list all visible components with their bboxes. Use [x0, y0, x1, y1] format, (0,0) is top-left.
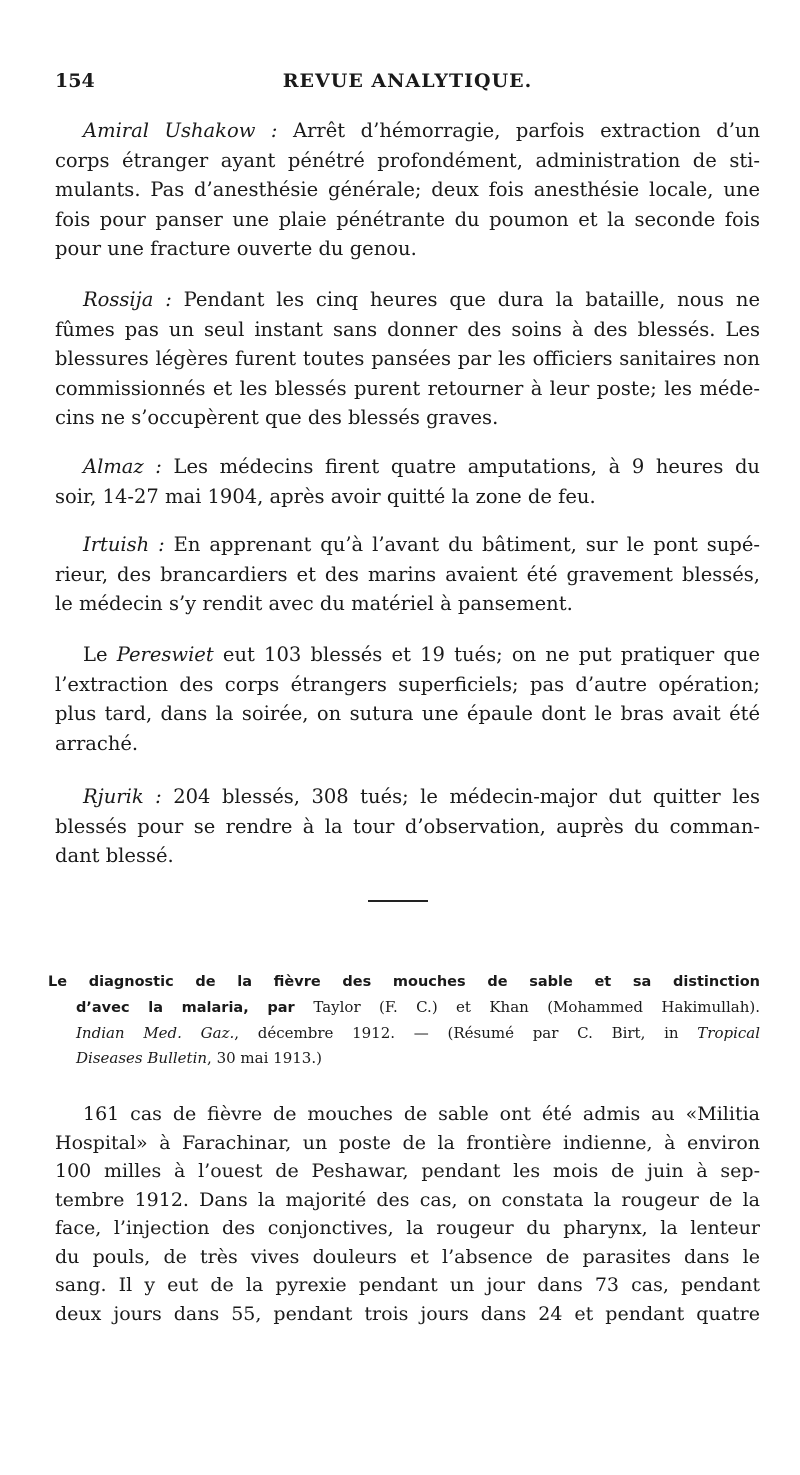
reference-journal: Indian Med. Gaz.: [76, 1024, 235, 1042]
reference-journal-2: Tropical: [697, 1024, 761, 1042]
section-divider: [368, 900, 428, 902]
text-line: Hospital» à Farachinar, un poste de la frontière indienne, à environ: [55, 1131, 760, 1154]
text-line: pour une fracture ouverte du genou.: [55, 237, 417, 260]
text-line: plus tard, dans la soirée, on sutura une épaule dont le bras avait été: [55, 702, 760, 725]
text-line: 100 milles à l’ouest de Peshawar, pendant les mois de juin à sep-: [55, 1160, 760, 1182]
reference-journal-2-cont: Diseases Bulletin: [76, 1049, 208, 1067]
reference-title-end: d’avec la malaria, par: [76, 1000, 314, 1016]
text-line: tembre 1912. Dans la majorité des cas, on constata la rougeur de la: [55, 1188, 760, 1211]
ship-name: Amiral Ushakow :: [83, 119, 278, 142]
text-line: mulants. Pas d’anesthésie générale; deux fois anesthésie locale, une: [55, 178, 760, 201]
text-line: Arrêt d’hémorragie, parfois extraction d’un: [277, 119, 761, 142]
text-line: rieur, des brancardiers et des marins avaient été gravement blessés,: [55, 562, 760, 586]
text-line: du pouls, de très vives douleurs et l’absence de parasites dans le: [55, 1245, 760, 1268]
text-line: En apprenant qu’à l’avant du bâtiment, sur le pont supé-: [164, 533, 760, 556]
text-line: corps étranger ayant pénétré profondément, administration de sti-: [55, 148, 760, 172]
text-line: deux jours dans 55, pendant trois jours dans 24 et pendant quatre: [55, 1302, 760, 1325]
text-line: sang. Il y eut de la pyrexie pendant un jour dans 73 cas, pendant: [55, 1274, 760, 1296]
text-line: 204 blessés, 308 tués; le médecin-major dut quitter les: [161, 785, 760, 808]
text-line: commissionnés et les blessés purent retourner à leur poste; les méde-: [55, 376, 760, 400]
paragraph-amiral-ushakow: [55, 116, 760, 264]
text-line: Les médecins firent quatre amputations, à 9 heures du: [161, 455, 760, 478]
text-line: soir, 14-27 mai 1904, après avoir quitté la zone de feu.: [55, 484, 596, 508]
text-line: dant blessé.: [55, 844, 174, 867]
text-line: blessures légères furent toutes pansées par les officiers sanitaires non: [55, 347, 760, 370]
reference-title: Le diagnostic de la fièvre des mouches de sable et sa distinction: [48, 974, 760, 990]
ship-name: Almaz :: [83, 455, 162, 478]
text-line: l’extraction des corps étrangers superficiels; pas d’autre opération;: [55, 672, 760, 696]
text-line: arraché.: [55, 731, 139, 755]
paragraph-almaz: [55, 452, 760, 511]
text-line: le médecin s’y rendit avec du matériel à pansement.: [55, 592, 573, 615]
text-line: Pendant les cinq heures que dura la bataille, nous ne: [171, 288, 760, 311]
ship-name: Rjurik :: [83, 785, 162, 808]
article-body: [55, 1100, 760, 1328]
reference-detail: , décembre 1912. — (Résumé par C. Birt, in: [234, 1024, 698, 1042]
paragraph-rjurik: [55, 782, 760, 871]
ship-name: Rossija :: [83, 288, 172, 311]
text-line: cins ne s’occupèrent que des blessés graves.: [55, 406, 499, 429]
ship-name: Pereswiet: [116, 643, 214, 666]
reference-date: , 30 mai 1913.): [207, 1049, 322, 1067]
article-reference: [48, 970, 760, 1071]
reference-authors: Taylor (F. C.) et Khan (Mohammed Hakimullah).: [313, 998, 760, 1016]
page-number: 154: [55, 70, 95, 92]
running-title: REVUE ANALYTIQUE.: [282, 70, 533, 92]
text-prefix: Le: [83, 643, 117, 666]
text-line: fois pour panser une plaie pénétrante du poumon et la seconde fois: [55, 207, 760, 231]
ship-name: Irtuish :: [83, 533, 165, 556]
page-header: [55, 70, 760, 100]
text-line: blessés pour se rendre à la tour d’observation, auprès du comman-: [55, 814, 760, 838]
text-line: face, l’injection des conjonctives, la rougeur du pharynx, la lenteur: [55, 1217, 760, 1239]
text-line: 161 cas de fièvre de mouches de sable ont été admis au «Militia: [83, 1103, 760, 1125]
paragraph-irtuish: [55, 530, 760, 619]
text-line: eut 103 blessés et 19 tués; on ne put pratiquer que: [213, 643, 760, 666]
text-line: fûmes pas un seul instant sans donner des soins à des blessés. Les: [55, 317, 760, 341]
paragraph-rossija: [55, 285, 760, 433]
paragraph-pereswiet: [55, 640, 760, 758]
